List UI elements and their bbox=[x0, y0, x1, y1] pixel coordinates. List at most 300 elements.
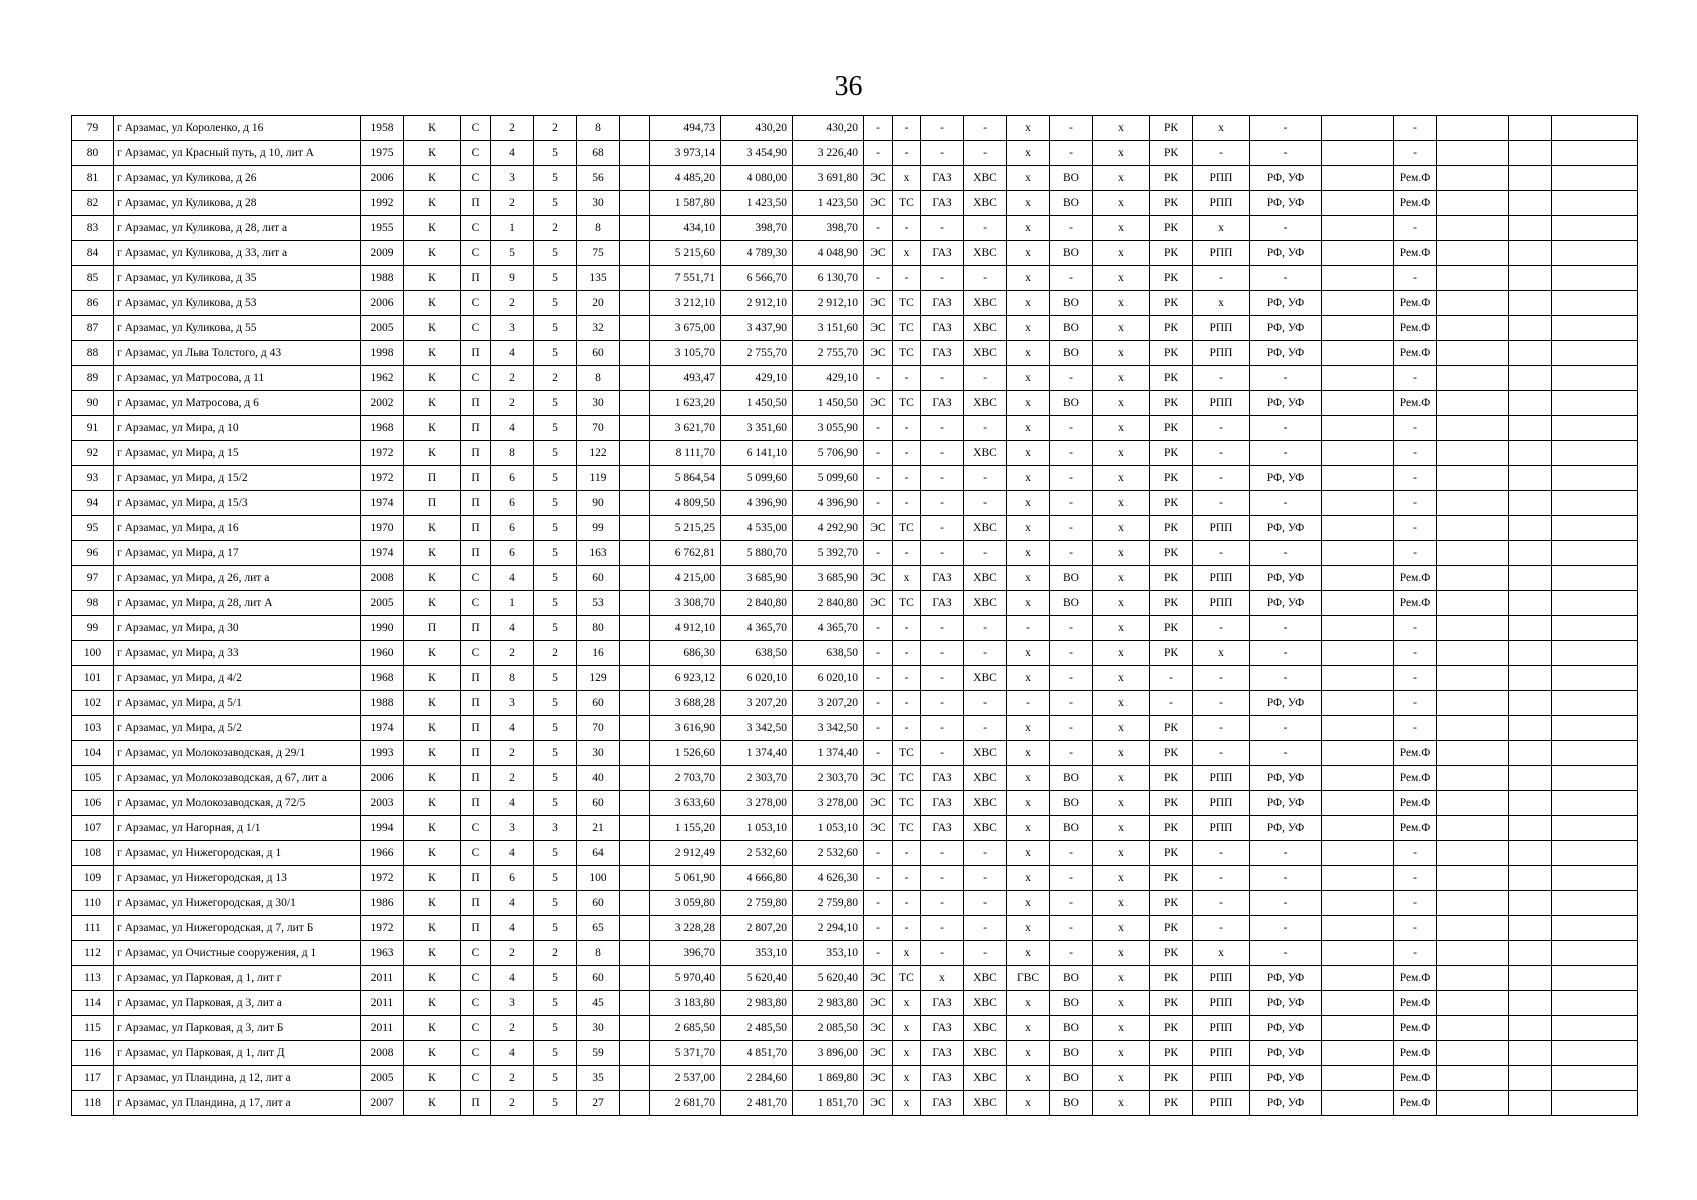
table-cell: - bbox=[1193, 716, 1250, 741]
table-cell: г Арзамас, ул Парковая, д 3, лит Б bbox=[114, 1016, 361, 1041]
table-cell: К bbox=[404, 416, 461, 441]
table-cell bbox=[1437, 141, 1509, 166]
table-cell bbox=[1322, 591, 1394, 616]
table-cell: х bbox=[1007, 891, 1050, 916]
table-cell bbox=[1552, 641, 1638, 666]
table-cell: 108 bbox=[72, 841, 114, 866]
table-cell: 30 bbox=[577, 191, 620, 216]
table-cell: 3 675,00 bbox=[650, 316, 721, 341]
table-cell: 2 983,80 bbox=[793, 991, 864, 1016]
table-cell bbox=[1322, 866, 1394, 891]
table-cell: - bbox=[1250, 441, 1322, 466]
table-cell: ГАЗ bbox=[921, 1016, 964, 1041]
table-cell: - bbox=[1050, 941, 1093, 966]
table-cell: х bbox=[1007, 1016, 1050, 1041]
table-row bbox=[72, 116, 1638, 141]
table-cell: С bbox=[461, 166, 491, 191]
table-cell: РПП bbox=[1193, 316, 1250, 341]
table-cell: 1962 bbox=[361, 366, 404, 391]
table-cell: 5 bbox=[534, 616, 577, 641]
table-cell: х bbox=[893, 566, 921, 591]
table-cell: х bbox=[1093, 341, 1150, 366]
table-cell: - bbox=[1193, 141, 1250, 166]
table-cell bbox=[1509, 941, 1552, 966]
table-cell: х bbox=[1093, 241, 1150, 266]
table-cell bbox=[1552, 466, 1638, 491]
table-cell bbox=[1437, 966, 1509, 991]
table-cell: - bbox=[1050, 641, 1093, 666]
table-cell bbox=[1509, 266, 1552, 291]
table-cell: х bbox=[1007, 791, 1050, 816]
table-cell: 2 485,50 bbox=[721, 1016, 793, 1041]
table-cell: К bbox=[404, 691, 461, 716]
table-cell: - bbox=[1050, 366, 1093, 391]
table-cell: 2 294,10 bbox=[793, 916, 864, 941]
table-cell: х bbox=[1093, 566, 1150, 591]
table-cell: ВО bbox=[1050, 816, 1093, 841]
table-cell: - bbox=[893, 266, 921, 291]
table-row bbox=[72, 741, 1638, 766]
table-cell bbox=[1437, 1091, 1509, 1116]
table-cell bbox=[1509, 466, 1552, 491]
table-cell bbox=[620, 241, 650, 266]
table-cell: 6 bbox=[491, 541, 534, 566]
table-cell bbox=[1552, 516, 1638, 541]
table-cell bbox=[1509, 1066, 1552, 1091]
table-cell: 5 bbox=[534, 1041, 577, 1066]
table-cell: 5 bbox=[534, 741, 577, 766]
table-cell: 5 bbox=[534, 791, 577, 816]
table-cell bbox=[1437, 716, 1509, 741]
table-cell: К bbox=[404, 266, 461, 291]
table-cell: 4 215,00 bbox=[650, 566, 721, 591]
table-cell: 4 365,70 bbox=[721, 616, 793, 641]
table-cell: 3 633,60 bbox=[650, 791, 721, 816]
table-cell: 1 053,10 bbox=[721, 816, 793, 841]
table-cell: - bbox=[1394, 691, 1437, 716]
table-cell: 21 bbox=[577, 816, 620, 841]
table-cell: РФ, УФ bbox=[1250, 166, 1322, 191]
table-cell: ГАЗ bbox=[921, 566, 964, 591]
table-cell: 2 bbox=[534, 641, 577, 666]
table-cell: 70 bbox=[577, 416, 620, 441]
table-cell: ЭС bbox=[864, 566, 893, 591]
table-row bbox=[72, 816, 1638, 841]
table-cell: П bbox=[461, 1091, 491, 1116]
table-cell: - bbox=[1394, 266, 1437, 291]
table-row bbox=[72, 766, 1638, 791]
table-cell: 6 762,81 bbox=[650, 541, 721, 566]
table-cell: - bbox=[864, 916, 893, 941]
table-cell bbox=[620, 666, 650, 691]
table-cell: - bbox=[921, 116, 964, 141]
table-cell: ХВС bbox=[964, 341, 1007, 366]
table-cell: х bbox=[1007, 816, 1050, 841]
table-cell bbox=[1322, 1016, 1394, 1041]
table-cell: 5 bbox=[534, 166, 577, 191]
table-cell: - bbox=[1193, 666, 1250, 691]
table-cell: ТС bbox=[893, 816, 921, 841]
table-cell: - bbox=[1193, 741, 1250, 766]
table-cell: 2 912,10 bbox=[793, 291, 864, 316]
table-cell: - bbox=[964, 541, 1007, 566]
table-cell: - bbox=[864, 141, 893, 166]
table-cell: РК bbox=[1150, 566, 1193, 591]
table-cell: - bbox=[1250, 416, 1322, 441]
table-cell bbox=[620, 966, 650, 991]
table-cell: 3 055,90 bbox=[793, 416, 864, 441]
table-cell: - bbox=[1394, 641, 1437, 666]
table-cell: 135 bbox=[577, 266, 620, 291]
table-cell: РПП bbox=[1193, 991, 1250, 1016]
table-cell: х bbox=[1007, 916, 1050, 941]
table-cell: ТС bbox=[893, 791, 921, 816]
table-cell: 5 bbox=[534, 341, 577, 366]
table-cell: 3 342,50 bbox=[721, 716, 793, 741]
table-cell: 4 bbox=[491, 916, 534, 941]
table-cell: х bbox=[1093, 141, 1150, 166]
table-cell: - bbox=[1250, 541, 1322, 566]
table-cell: - bbox=[1193, 691, 1250, 716]
table-cell: РК bbox=[1150, 416, 1193, 441]
table-cell: ТС bbox=[893, 766, 921, 791]
table-cell: К bbox=[404, 816, 461, 841]
table-cell: 2003 bbox=[361, 791, 404, 816]
table-row bbox=[72, 191, 1638, 216]
table-cell: 97 bbox=[72, 566, 114, 591]
table-cell: П bbox=[461, 691, 491, 716]
table-cell: - bbox=[1250, 366, 1322, 391]
table-cell: 5 099,60 bbox=[793, 466, 864, 491]
table-cell bbox=[1509, 216, 1552, 241]
table-cell: х bbox=[893, 941, 921, 966]
table-cell bbox=[620, 991, 650, 1016]
table-cell: г Арзамас, ул Молокозаводская, д 72/5 bbox=[114, 791, 361, 816]
table-cell: х bbox=[1007, 516, 1050, 541]
table-cell: - bbox=[921, 441, 964, 466]
table-cell: х bbox=[1093, 216, 1150, 241]
table-cell: - bbox=[1193, 616, 1250, 641]
table-cell bbox=[1509, 191, 1552, 216]
table-cell: - bbox=[921, 216, 964, 241]
table-cell: ТС bbox=[893, 591, 921, 616]
table-cell: х bbox=[1093, 766, 1150, 791]
table-cell: 5 bbox=[534, 491, 577, 516]
table-cell: 5 bbox=[534, 141, 577, 166]
table-cell: К bbox=[404, 541, 461, 566]
table-cell: 98 bbox=[72, 591, 114, 616]
table-cell: 5 215,25 bbox=[650, 516, 721, 541]
table-cell: РФ, УФ bbox=[1250, 191, 1322, 216]
table-row bbox=[72, 166, 1638, 191]
table-cell: С bbox=[461, 641, 491, 666]
table-cell: 2 983,80 bbox=[721, 991, 793, 1016]
table-cell: х bbox=[1007, 216, 1050, 241]
table-cell: - bbox=[864, 116, 893, 141]
table-cell: 5 970,40 bbox=[650, 966, 721, 991]
table-cell: РК bbox=[1150, 816, 1193, 841]
table-cell bbox=[1322, 1091, 1394, 1116]
table-cell bbox=[1509, 816, 1552, 841]
table-cell: Рем.Ф bbox=[1394, 391, 1437, 416]
table-cell bbox=[1509, 1091, 1552, 1116]
table-cell: х bbox=[1093, 691, 1150, 716]
table-cell: 1992 bbox=[361, 191, 404, 216]
table-cell bbox=[1509, 391, 1552, 416]
table-cell: 2011 bbox=[361, 966, 404, 991]
table-cell: - bbox=[921, 641, 964, 666]
table-cell: РК bbox=[1150, 241, 1193, 266]
table-cell: РФ, УФ bbox=[1250, 816, 1322, 841]
table-cell bbox=[1437, 591, 1509, 616]
table-cell: г Арзамас, ул Куликова, д 26 bbox=[114, 166, 361, 191]
table-cell: ХВС bbox=[964, 516, 1007, 541]
table-cell: - bbox=[921, 941, 964, 966]
table-cell: С bbox=[461, 216, 491, 241]
table-cell: х bbox=[1093, 466, 1150, 491]
table-cell: 2 bbox=[491, 941, 534, 966]
table-cell: С bbox=[461, 1016, 491, 1041]
table-cell: 2006 bbox=[361, 291, 404, 316]
table-cell: К bbox=[404, 1041, 461, 1066]
table-cell: - bbox=[864, 466, 893, 491]
table-cell: К bbox=[404, 941, 461, 966]
table-cell: РК bbox=[1150, 366, 1193, 391]
table-cell: - bbox=[1394, 466, 1437, 491]
table-cell bbox=[1322, 766, 1394, 791]
table-cell: 2 bbox=[491, 1016, 534, 1041]
table-cell bbox=[1322, 441, 1394, 466]
table-cell: С bbox=[461, 1041, 491, 1066]
table-cell: 4 396,90 bbox=[793, 491, 864, 516]
table-cell bbox=[1437, 166, 1509, 191]
table-row bbox=[72, 241, 1638, 266]
table-cell: - bbox=[893, 441, 921, 466]
table-cell bbox=[1322, 741, 1394, 766]
table-cell: х bbox=[1007, 391, 1050, 416]
table-cell: - bbox=[864, 616, 893, 641]
table-cell: - bbox=[1193, 916, 1250, 941]
table-cell: - bbox=[864, 416, 893, 441]
table-cell bbox=[620, 716, 650, 741]
table-cell: ВО bbox=[1050, 1066, 1093, 1091]
table-cell bbox=[1437, 316, 1509, 341]
table-cell: РПП bbox=[1193, 1066, 1250, 1091]
table-cell: РК bbox=[1150, 966, 1193, 991]
table-cell: 2 bbox=[491, 291, 534, 316]
table-cell bbox=[1552, 791, 1638, 816]
table-cell: - bbox=[864, 641, 893, 666]
table-cell: 122 bbox=[577, 441, 620, 466]
table-cell: - bbox=[921, 541, 964, 566]
table-cell: 1972 bbox=[361, 441, 404, 466]
table-cell bbox=[1552, 391, 1638, 416]
table-cell: 89 bbox=[72, 366, 114, 391]
table-cell: ХВС bbox=[964, 191, 1007, 216]
table-cell: 2 bbox=[534, 366, 577, 391]
table-cell: ЭС bbox=[864, 791, 893, 816]
table-cell: 60 bbox=[577, 341, 620, 366]
table-cell: х bbox=[1007, 441, 1050, 466]
table-cell: РФ, УФ bbox=[1250, 241, 1322, 266]
table-cell bbox=[1437, 666, 1509, 691]
table-cell bbox=[620, 216, 650, 241]
table-cell: 5 bbox=[534, 541, 577, 566]
table-cell: 1955 bbox=[361, 216, 404, 241]
table-cell: ВО bbox=[1050, 991, 1093, 1016]
table-cell: - bbox=[1394, 666, 1437, 691]
table-cell bbox=[1509, 741, 1552, 766]
table-cell: 117 bbox=[72, 1066, 114, 1091]
table-cell bbox=[1552, 766, 1638, 791]
table-cell: х bbox=[1007, 116, 1050, 141]
table-cell: - bbox=[921, 691, 964, 716]
table-cell: - bbox=[1193, 441, 1250, 466]
table-cell bbox=[620, 791, 650, 816]
table-cell bbox=[620, 591, 650, 616]
table-cell: - bbox=[1250, 266, 1322, 291]
table-cell: - bbox=[893, 541, 921, 566]
table-cell: 6 020,10 bbox=[793, 666, 864, 691]
table-cell: - bbox=[893, 216, 921, 241]
table-cell bbox=[620, 916, 650, 941]
table-cell: К bbox=[404, 141, 461, 166]
table-cell bbox=[1509, 341, 1552, 366]
table-cell: РК bbox=[1150, 891, 1193, 916]
table-cell bbox=[1509, 691, 1552, 716]
table-cell: 16 bbox=[577, 641, 620, 666]
table-cell: - bbox=[964, 466, 1007, 491]
table-cell: х bbox=[1007, 241, 1050, 266]
table-cell: - bbox=[1250, 141, 1322, 166]
table-cell: ЭС bbox=[864, 291, 893, 316]
table-cell: 2 bbox=[534, 941, 577, 966]
table-cell: 99 bbox=[72, 616, 114, 641]
table-cell: - bbox=[1050, 516, 1093, 541]
table-cell: 2008 bbox=[361, 1041, 404, 1066]
table-cell bbox=[1552, 266, 1638, 291]
table-cell: 2 bbox=[491, 741, 534, 766]
table-cell bbox=[1322, 116, 1394, 141]
table-cell: 429,10 bbox=[721, 366, 793, 391]
table-cell bbox=[1509, 991, 1552, 1016]
table-cell bbox=[1322, 216, 1394, 241]
table-cell: ЭС bbox=[864, 241, 893, 266]
table-cell: ТС bbox=[893, 191, 921, 216]
table-cell: 83 bbox=[72, 216, 114, 241]
table-cell: 60 bbox=[577, 791, 620, 816]
table-cell: С bbox=[461, 316, 491, 341]
table-cell: К bbox=[404, 641, 461, 666]
table-cell: - bbox=[864, 541, 893, 566]
table-cell: 398,70 bbox=[793, 216, 864, 241]
table-cell: х bbox=[1093, 366, 1150, 391]
table-cell: - bbox=[1250, 741, 1322, 766]
table-cell: РПП bbox=[1193, 191, 1250, 216]
table-cell bbox=[620, 391, 650, 416]
table-cell: 2 bbox=[491, 766, 534, 791]
table-cell bbox=[1437, 216, 1509, 241]
table-cell: С bbox=[461, 241, 491, 266]
table-cell: х bbox=[1007, 991, 1050, 1016]
table-cell: ТС bbox=[893, 291, 921, 316]
table-cell: РК bbox=[1150, 766, 1193, 791]
table-cell: 638,50 bbox=[721, 641, 793, 666]
table-cell: РК bbox=[1150, 116, 1193, 141]
table-cell: ГАЗ bbox=[921, 791, 964, 816]
table-cell bbox=[1552, 241, 1638, 266]
table-cell bbox=[1437, 241, 1509, 266]
table-cell: ВО bbox=[1050, 1041, 1093, 1066]
table-cell: 2 bbox=[534, 216, 577, 241]
table-cell bbox=[1437, 116, 1509, 141]
table-cell: П bbox=[461, 891, 491, 916]
table-cell: 7 551,71 bbox=[650, 266, 721, 291]
table-cell: х bbox=[1007, 941, 1050, 966]
table-cell bbox=[1552, 991, 1638, 1016]
table-cell: 3 bbox=[491, 991, 534, 1016]
table-cell bbox=[1322, 666, 1394, 691]
table-row bbox=[72, 266, 1638, 291]
table-cell: 5 bbox=[534, 191, 577, 216]
table-cell: 5 706,90 bbox=[793, 441, 864, 466]
table-cell: х bbox=[1193, 216, 1250, 241]
table-cell bbox=[620, 116, 650, 141]
table-cell: 4 bbox=[491, 566, 534, 591]
table-cell: РПП bbox=[1193, 1016, 1250, 1041]
table-cell: РПП bbox=[1193, 816, 1250, 841]
table-cell bbox=[1322, 291, 1394, 316]
table-cell: 119 bbox=[577, 466, 620, 491]
table-cell bbox=[1552, 141, 1638, 166]
table-cell bbox=[1509, 866, 1552, 891]
table-cell: РК bbox=[1150, 616, 1193, 641]
table-cell: К bbox=[404, 841, 461, 866]
table-cell: 1975 bbox=[361, 141, 404, 166]
table-cell: ГАЗ bbox=[921, 591, 964, 616]
table-cell: П bbox=[461, 541, 491, 566]
table-cell bbox=[1552, 616, 1638, 641]
table-cell: 6 141,10 bbox=[721, 441, 793, 466]
table-cell: х bbox=[1093, 116, 1150, 141]
table-cell bbox=[1552, 1041, 1638, 1066]
table-cell: 4 789,30 bbox=[721, 241, 793, 266]
table-cell bbox=[1552, 191, 1638, 216]
table-cell: х bbox=[1093, 716, 1150, 741]
table-cell: Рем.Ф bbox=[1394, 1041, 1437, 1066]
table-cell: К bbox=[404, 516, 461, 541]
table-cell: 353,10 bbox=[793, 941, 864, 966]
table-cell: 429,10 bbox=[793, 366, 864, 391]
table-cell: 88 bbox=[72, 341, 114, 366]
table-cell: 1974 bbox=[361, 716, 404, 741]
table-cell: РФ, УФ bbox=[1250, 966, 1322, 991]
table-cell bbox=[1552, 1091, 1638, 1116]
table-cell: 3 278,00 bbox=[721, 791, 793, 816]
table-cell bbox=[620, 491, 650, 516]
table-cell: г Арзамас, ул Мира, д 33 bbox=[114, 641, 361, 666]
table-cell bbox=[1509, 441, 1552, 466]
table-cell: 2 755,70 bbox=[793, 341, 864, 366]
table-cell: - bbox=[1193, 841, 1250, 866]
table-cell: х bbox=[1193, 641, 1250, 666]
table-cell bbox=[1322, 266, 1394, 291]
table-cell: - bbox=[1250, 216, 1322, 241]
table-row bbox=[72, 866, 1638, 891]
table-cell: - bbox=[1250, 891, 1322, 916]
table-cell: К bbox=[404, 391, 461, 416]
table-cell: 4 396,90 bbox=[721, 491, 793, 516]
